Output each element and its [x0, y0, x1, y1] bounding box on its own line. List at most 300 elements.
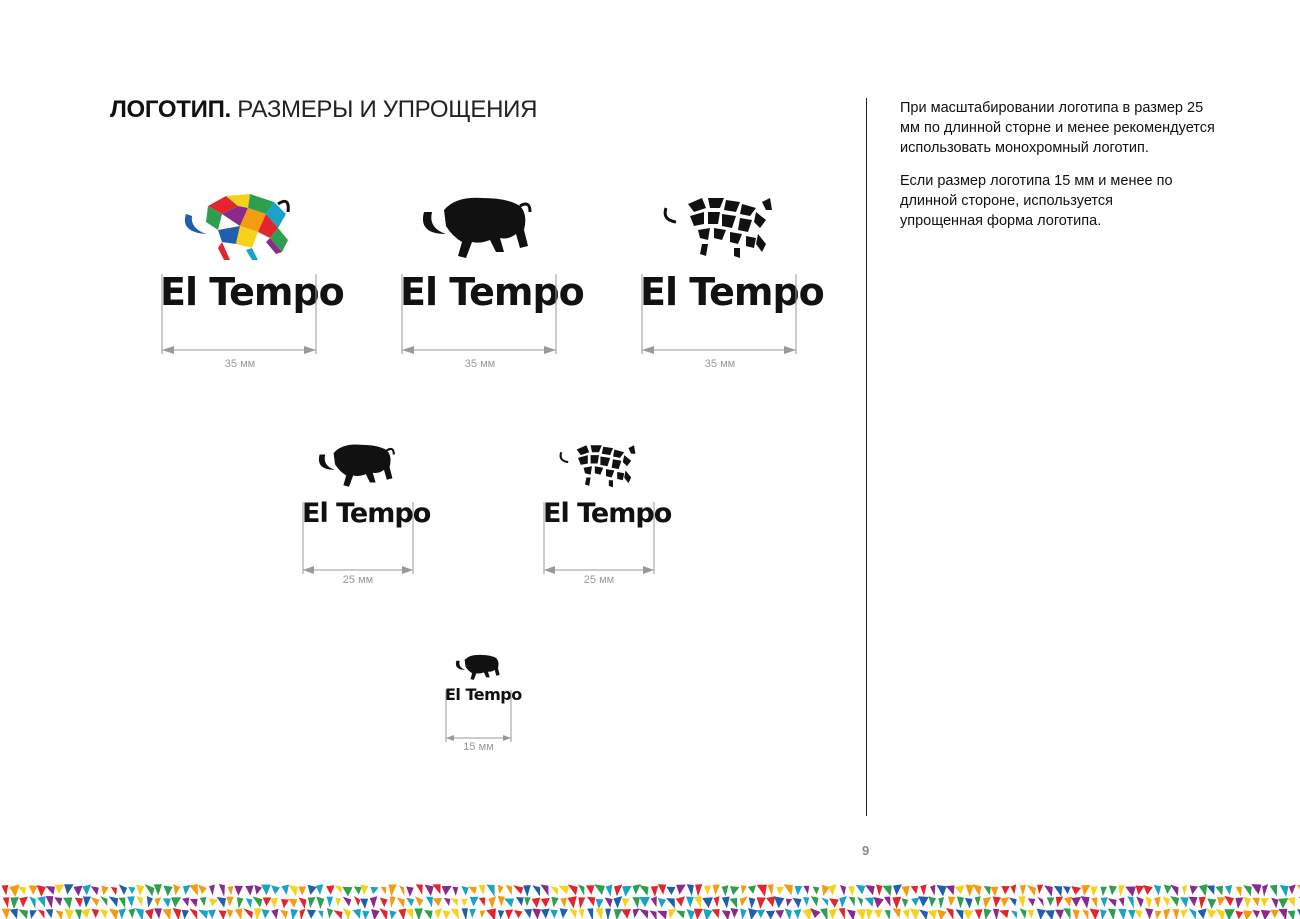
mosaic-tile [587, 897, 595, 906]
mosaic-tile [695, 884, 702, 896]
mosaic-tile [938, 897, 944, 909]
column-divider [866, 98, 867, 816]
mosaic-tile [578, 897, 585, 909]
mosaic-tile [712, 909, 720, 918]
mosaic-tile [28, 885, 37, 894]
mosaic-tile [498, 885, 504, 895]
mosaic-tile [1154, 896, 1161, 908]
mosaic-tile [343, 908, 351, 919]
mosaic-tile [280, 910, 288, 919]
mosaic-tile [299, 908, 305, 919]
mosaic-tile [1199, 884, 1207, 896]
mosaic-tile [766, 896, 775, 907]
mosaic-tile [569, 908, 577, 918]
mosaic-tile [298, 897, 306, 909]
mosaic-tile [389, 910, 396, 919]
mosaic-tile [281, 899, 289, 908]
mosaic-tile [246, 898, 252, 908]
dimension-line [302, 502, 417, 582]
mosaic-tile [271, 885, 280, 894]
mosaic-tile [147, 896, 153, 908]
mosaic-tile [46, 896, 54, 908]
mosaic-tile [362, 911, 369, 919]
mosaic-tile [189, 908, 197, 919]
mosaic-tile [639, 885, 648, 896]
mosaic-tile [450, 909, 459, 919]
mosaic-tile [776, 887, 784, 895]
mosaic-tile [1010, 884, 1016, 894]
mosaic-tile [920, 884, 927, 895]
mosaic-tile [927, 910, 937, 919]
mosaic-tile [639, 909, 648, 919]
mosaic-tile [81, 908, 90, 918]
size-label: 15 мм [463, 741, 494, 753]
mosaic-tile [857, 897, 863, 907]
mosaic-tile [676, 910, 685, 918]
mosaic-tile [470, 897, 479, 907]
mosaic-tile [504, 899, 514, 908]
sidebar-paragraph: При масштабировании логотипа в размер 25 мм по длинной сторне и менее рекомендуется использовать монохромный логотип. [900, 100, 1215, 156]
mosaic-tile [442, 886, 452, 895]
mosaic-tile [119, 884, 127, 895]
size-label: 25 мм [583, 574, 615, 586]
mosaic-tile [1119, 897, 1125, 906]
mosaic-tile [1, 885, 8, 896]
logo-mosaic-25mm [543, 440, 672, 590]
mosaic-tile [54, 897, 62, 906]
mosaic-tile [234, 886, 243, 896]
mosaic-tile [100, 909, 108, 919]
mosaic-tile [866, 909, 873, 919]
mosaic-tile [551, 897, 558, 907]
mosaic-tile [163, 886, 172, 897]
mosaic-tile [262, 909, 270, 918]
mosaic-tile [722, 910, 731, 919]
mosaic-tile [432, 884, 440, 894]
dimension-line [640, 274, 800, 364]
mosaic-tile [882, 886, 891, 897]
mosaic-tile [198, 910, 208, 919]
logo-mono-35mm [400, 192, 584, 372]
mosaic-tile [128, 887, 135, 894]
mosaic-tile [578, 884, 584, 895]
mosaic-tile [281, 884, 289, 894]
mosaic-tile [1189, 908, 1197, 919]
mosaic-tile [183, 885, 191, 895]
mosaic-tile [1064, 897, 1072, 907]
mosaic-tile [291, 909, 299, 919]
mosaic-tile [1163, 909, 1170, 919]
mosaic-tile [1224, 896, 1234, 906]
bull-mosaic-icon [557, 442, 641, 492]
mosaic-tile [840, 885, 846, 896]
wordmark: El Tempo [160, 270, 344, 314]
mosaic-tile [75, 898, 83, 908]
mosaic-tile [468, 886, 477, 894]
mosaic-tile [1224, 909, 1235, 919]
mosaic-tile [461, 908, 467, 919]
mosaic-tile [1154, 885, 1161, 896]
mosaic-tile [1215, 886, 1223, 896]
mosaic-tile [399, 885, 405, 896]
mosaic-tile [1100, 897, 1107, 907]
mosaic-tile [622, 898, 630, 907]
mosaic-tile [901, 898, 908, 907]
mosaic-tile [1071, 886, 1081, 895]
mosaic-tile [381, 887, 387, 895]
mosaic-tile [1289, 884, 1296, 894]
mosaic-tile [91, 886, 99, 895]
mosaic-tile [82, 884, 91, 895]
mosaic-tile [1260, 898, 1269, 906]
mosaic-tile [189, 884, 198, 896]
mosaic-tile [298, 886, 306, 895]
mosaic-tile [767, 884, 773, 896]
mosaic-tile [163, 898, 171, 907]
mosaic-tile [658, 898, 666, 908]
mosaic-tile [1100, 887, 1107, 896]
mosaic-tile [1170, 885, 1178, 897]
mosaic-tile [757, 910, 765, 919]
mosaic-tile [1020, 885, 1026, 896]
mosaic-tile [803, 886, 809, 895]
mosaic-tile [109, 908, 119, 919]
mosaic-tile [461, 899, 467, 907]
mosaic-pattern [0, 884, 1300, 919]
mosaic-tile [360, 885, 368, 895]
mosaic-tile [1109, 885, 1117, 895]
mosaic-tile [948, 897, 956, 907]
mosaic-tile [813, 887, 820, 895]
mosaic-tile [965, 884, 973, 896]
mosaic-tile [540, 884, 548, 896]
mosaic-tile [271, 909, 278, 919]
mosaic-tile [9, 884, 20, 896]
mosaic-tile [1180, 909, 1188, 918]
mosaic-tile [1028, 898, 1036, 906]
mosaic-tile [360, 899, 368, 909]
mosaic-tile [209, 885, 215, 896]
logo-mono-25mm [302, 440, 431, 590]
mosaic-tile [658, 884, 666, 894]
mosaic-tile [326, 885, 335, 894]
mosaic-tile [398, 908, 406, 919]
mosaic-tile [371, 909, 380, 919]
mosaic-tile [595, 908, 603, 919]
mosaic-tile [101, 885, 108, 895]
mosaic-tile [136, 885, 145, 896]
mosaic-tile [1063, 908, 1070, 919]
mosaic-tile [1108, 898, 1117, 907]
mosaic-tile [1081, 885, 1090, 896]
mosaic-tile [820, 908, 828, 919]
mosaic-tile [237, 897, 244, 909]
mosaic-tile [622, 886, 632, 897]
mosaic-tile [109, 896, 119, 906]
mosaic-tile [406, 898, 414, 907]
mosaic-tile [704, 885, 711, 895]
mosaic-tile [461, 886, 468, 896]
mosaic-tile [1001, 886, 1010, 894]
mosaic-tile [30, 910, 37, 919]
dimension-line [543, 502, 658, 582]
logo-simplified-15mm [445, 650, 522, 760]
mosaic-tile [821, 898, 828, 906]
mosaic-tile [1082, 909, 1088, 919]
mosaic-tile [596, 899, 604, 909]
mosaic-tile [605, 909, 611, 919]
mosaic-tile [714, 896, 720, 907]
mosaic-tile [1199, 897, 1206, 909]
mosaic-tile [892, 897, 901, 909]
mosaic-tile [219, 884, 225, 897]
mosaic-tile [406, 909, 413, 919]
mosaic-tile [1, 909, 10, 919]
mosaic-tile [73, 886, 82, 896]
mosaic-tile [75, 910, 82, 919]
mosaic-tile [874, 897, 884, 908]
mosaic-tile [560, 898, 566, 908]
logo-color-35mm [160, 192, 344, 372]
mosaic-tile [198, 885, 207, 895]
mosaic-tile [425, 885, 434, 897]
bull-color-icon [178, 192, 298, 262]
mosaic-tile [1000, 897, 1009, 907]
mosaic-tile [1244, 897, 1251, 908]
mosaic-tile [794, 909, 802, 919]
wordmark: El Tempo [400, 270, 584, 314]
mosaic-tile [1197, 908, 1206, 919]
mosaic-tile [802, 908, 812, 919]
mosaic-tile [885, 910, 891, 919]
mosaic-tile [469, 909, 476, 918]
mosaic-tile [119, 898, 126, 909]
mosaic-tile [38, 909, 45, 918]
size-label: 25 мм [342, 574, 374, 586]
mosaic-tile [828, 884, 837, 895]
mosaic-tile [741, 885, 747, 894]
mosaic-tile [957, 896, 964, 908]
mosaic-tile [498, 910, 505, 919]
mosaic-tile [666, 887, 675, 895]
mosaic-tile [1045, 910, 1055, 919]
wordmark: El Tempo [640, 270, 824, 314]
mosaic-tile [1288, 897, 1296, 907]
mosaic-tile [209, 898, 218, 906]
mosaic-tile [486, 908, 496, 919]
mosaic-tile [839, 908, 845, 919]
mosaic-tile [37, 896, 45, 907]
mosaic-tile [1037, 897, 1043, 907]
mosaic-tile [847, 909, 856, 919]
mosaic-tile [1180, 897, 1189, 907]
mosaic-tile [1145, 896, 1152, 908]
mosaic-tile [1270, 910, 1279, 918]
mosaic-tile [757, 885, 767, 897]
mosaic-tile [613, 896, 622, 908]
mosaic-tile [523, 885, 531, 897]
mosaic-tile [1207, 898, 1216, 909]
mosaic-tile [676, 885, 686, 895]
mosaic-tile [606, 884, 613, 896]
mosaic-tile [1134, 909, 1142, 919]
mosaic-tile [785, 908, 792, 919]
mosaic-tile [729, 898, 737, 908]
mosaic-tile [621, 909, 631, 919]
mosaic-tile [703, 909, 712, 919]
mosaic-tile [252, 896, 262, 907]
size-label: 35 мм [224, 358, 256, 370]
mosaic-tile [335, 886, 342, 895]
mosaic-tile [3, 897, 10, 908]
mosaic-tile [541, 898, 550, 907]
mosaic-tile [963, 910, 973, 919]
mosaic-tile [984, 886, 991, 895]
mosaic-tile [829, 908, 838, 919]
mosaic-tile [433, 898, 442, 906]
mosaic-tile [208, 910, 216, 919]
bull-mosaic-icon [660, 194, 780, 264]
mosaic-tile [1037, 885, 1043, 895]
mosaic-tile [227, 886, 233, 895]
mosaic-tile [558, 886, 569, 895]
mosaic-tile [354, 896, 360, 906]
mosaic-tile [316, 884, 324, 895]
mosaic-tile [687, 909, 695, 919]
mosaic-tile [1164, 885, 1172, 894]
mosaic-tile [182, 910, 189, 919]
mosaic-tile [730, 886, 740, 895]
mosaic-tile [560, 908, 568, 918]
mosaic-tile [955, 885, 965, 894]
mosaic-tile [848, 886, 854, 896]
mosaic-tile [370, 896, 378, 908]
mosaic-tile [1128, 910, 1135, 919]
mosaic-tile [1243, 910, 1253, 919]
mosaic-tile [990, 887, 998, 897]
mosaic-tile [1027, 885, 1036, 896]
mosaic-tile [892, 908, 901, 918]
mosaic-tile [865, 885, 875, 895]
mosaic-tile [687, 884, 694, 896]
mosaic-tile [488, 896, 496, 908]
mosaic-tile [1215, 908, 1224, 919]
wordmark: El Tempo [543, 498, 672, 529]
mosaic-tile [965, 898, 973, 909]
mosaic-tile [849, 897, 855, 907]
mosaic-tile [993, 896, 1001, 907]
mosaic-tile [442, 910, 450, 919]
mosaic-tile [1056, 897, 1064, 907]
mosaic-tile [1118, 909, 1126, 919]
mosaic-tile [327, 897, 333, 908]
mosaic-tile [567, 896, 576, 908]
mosaic-tile [1252, 910, 1259, 918]
mosaic-tile [370, 887, 378, 894]
mosaic-tile [1235, 911, 1243, 919]
dimension-line [400, 274, 560, 364]
mosaic-tile [730, 908, 738, 918]
mosaic-tile [1225, 885, 1232, 895]
mosaic-tile [1271, 898, 1278, 909]
mosaic-tile [182, 898, 189, 907]
mosaic-tile [200, 897, 207, 906]
mosaic-tile [514, 910, 523, 918]
mosaic-tile [568, 884, 578, 895]
mosaic-tile [388, 884, 396, 896]
mosaic-border [0, 884, 1300, 919]
mosaic-tile [91, 897, 100, 906]
mosaic-tile [1217, 897, 1226, 906]
logo-mosaic-35mm [640, 192, 824, 372]
mosaic-tile [288, 885, 298, 896]
mosaic-tile [308, 897, 316, 908]
mosaic-tile [786, 899, 792, 907]
bull-solid-icon [416, 192, 536, 262]
mosaic-tile [930, 885, 935, 896]
wordmark: El Tempo [302, 498, 431, 529]
size-label: 35 мм [704, 358, 736, 370]
mosaic-tile [1278, 909, 1287, 919]
mosaic-tile [541, 909, 550, 919]
mosaic-tile [748, 885, 756, 894]
mosaic-tile [19, 897, 28, 908]
mosaic-tile [1009, 897, 1017, 906]
mosaic-tile [1054, 886, 1062, 897]
page-number: 9 [862, 843, 870, 858]
mosaic-tile [975, 909, 983, 919]
mosaic-tile [532, 885, 540, 896]
mosaic-tile [975, 896, 981, 907]
mosaic-tile [766, 911, 775, 919]
mosaic-tile [91, 909, 99, 918]
mosaic-tile [999, 910, 1009, 918]
mosaic-tile [1072, 909, 1079, 919]
mosaic-tile [270, 898, 278, 908]
mosaic-tile [1270, 885, 1278, 897]
mosaic-tile [884, 896, 891, 906]
mosaic-tile [757, 897, 766, 909]
mosaic-tile [379, 908, 387, 919]
mosaic-tile [45, 886, 55, 895]
mosaic-tile [1090, 909, 1100, 919]
mosaic-tile [406, 886, 414, 896]
mosaic-tile [327, 908, 333, 918]
mosaic-tile [1262, 884, 1268, 897]
mosaic-tile [775, 910, 784, 918]
sidebar-text [900, 98, 1240, 244]
mosaic-tile [713, 885, 720, 896]
mosaic-tile [426, 897, 433, 908]
mosaic-tile [1278, 898, 1288, 908]
mosaic-tile [127, 896, 135, 907]
mosaic-tile [1018, 896, 1025, 908]
mosaic-tile [531, 898, 540, 908]
mosaic-tile [245, 885, 253, 895]
mosaic-tile [811, 896, 819, 906]
mosaic-tile [415, 896, 424, 906]
mosaic-tile [803, 897, 809, 906]
mosaic-tile [666, 898, 675, 908]
mosaic-tile [614, 909, 622, 919]
mosaic-tile [784, 884, 793, 895]
mosaic-tile [956, 909, 964, 919]
mosaic-tile [984, 908, 992, 919]
mosaic-tile [397, 898, 405, 908]
mosaic-tile [633, 908, 640, 918]
mosaic-tile [605, 898, 613, 908]
mosaic-tile [918, 896, 929, 907]
